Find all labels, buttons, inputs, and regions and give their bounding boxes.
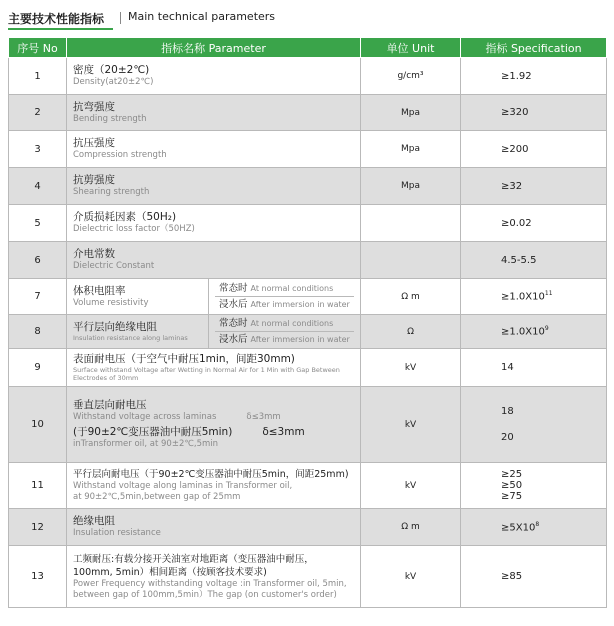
param-en2: between gap of 100mm,5min）The gap (on customer's order) (73, 589, 337, 600)
param-zh2-line (73, 426, 354, 439)
condition-normal (215, 281, 354, 297)
title-separator (120, 12, 121, 24)
condition-immersion (215, 332, 354, 347)
row-spec: ≥1.92 (461, 58, 607, 95)
condition-immersion-zh: 浸水后 (219, 299, 248, 310)
param-en2: inTransformer oil, at 90±2℃,5min (73, 439, 219, 449)
row-spec (461, 509, 607, 546)
param-en: Compression strength (73, 150, 167, 160)
col-header-no: 序号 No (9, 38, 67, 58)
row-parameter (67, 387, 361, 463)
spec-value: 18 (501, 405, 514, 417)
condition-normal-en: At normal conditions (250, 284, 334, 293)
row-parameter (67, 509, 361, 546)
param-zh: 抗压强度 (73, 137, 115, 149)
param-zh: 平行层向耐电压（于90±2℃变压器油中耐压5min，间距25mm) (73, 469, 349, 480)
row-parameter (67, 95, 361, 131)
parameter-table (8, 37, 607, 608)
param-en: Withstand voltage along laminas in Transformer oil, (73, 481, 293, 491)
row-no: 2 (9, 95, 67, 131)
row-spec: ≥32 (461, 168, 607, 205)
row-spec: ≥320 (461, 95, 607, 131)
row-spec: ≥0.02 (461, 205, 607, 242)
row-no: 6 (9, 242, 67, 279)
row-parameter (67, 168, 361, 205)
param-zh: 密度（20±2℃) (73, 64, 150, 76)
row-parameter (67, 546, 361, 608)
row-no: 13 (9, 546, 67, 608)
row-spec: ≥200 (461, 131, 607, 168)
table-row (9, 463, 607, 509)
row-spec: 14 (461, 349, 607, 387)
param-en2: at 90±2℃,5min,between gap of 25mm (73, 492, 241, 502)
param-en: Surface withstand Voltage after Wetting in Normal Air for 1 Min with Gap Between Electrodes of 30mm (73, 366, 340, 382)
condition-immersion-en: After immersion in water (250, 335, 350, 344)
row-spec (461, 279, 607, 315)
spec-value: ≥5X10 (501, 522, 536, 534)
col-header-parameter: 指标名称 Parameter (67, 38, 361, 58)
table-row (9, 168, 607, 205)
param-en: Insulation resistance along laminas (73, 334, 188, 342)
row-parameter (67, 58, 361, 95)
param-gap-zh: δ≤3mm (262, 426, 305, 438)
row-no: 10 (9, 387, 67, 463)
row-unit: kV (361, 546, 461, 608)
row-no: 12 (9, 509, 67, 546)
section-title-zh: 主要技术性能指标 (8, 12, 105, 26)
param-en: Density(at20±2℃) (73, 77, 154, 87)
row-no: 1 (9, 58, 67, 95)
row-no: 4 (9, 168, 67, 205)
row-spec: ≥85 (461, 546, 607, 608)
spec-exponent: 8 (535, 520, 540, 528)
row-spec (461, 463, 607, 509)
condition-immersion (215, 297, 354, 312)
table-row (9, 242, 607, 279)
param-en: Withstand voltage across laminas (73, 412, 217, 422)
table-header-row (9, 38, 607, 58)
row-unit: kV (361, 349, 461, 387)
param-gap-en: δ≤3mm (246, 412, 281, 422)
spec-value-2: 20 (501, 431, 514, 443)
condition-immersion-zh: 浸水后 (219, 334, 248, 345)
row-unit: kV (361, 463, 461, 509)
spec-value: ≥25 (501, 469, 523, 480)
condition-normal (215, 316, 354, 332)
param-en: Power Frequency withstanding voltage :in Transformer oil, 5min, (73, 578, 347, 589)
row-spec (461, 315, 607, 349)
row-unit: kV (361, 387, 461, 463)
row-conditions (209, 315, 361, 349)
title-underline (8, 28, 113, 30)
param-en: Bending strength (73, 113, 147, 124)
param-zh: 介质损耗因素（50H₂) (73, 211, 177, 223)
param-zh2: (于90±2℃变压器油中耐压5min) (73, 426, 233, 438)
param-zh: 表面耐电压（于空气中耐压1min，间距30mm) (73, 353, 295, 365)
row-unit (361, 205, 461, 242)
param-en: Insulation resistance (73, 528, 161, 538)
row-unit: Ω m (361, 279, 461, 315)
param-zh: 抗弯强度 (73, 100, 115, 113)
param-zh: 抗剪强度 (73, 174, 115, 186)
spec-exponent: 11 (544, 290, 553, 298)
row-unit: Mpa (361, 95, 461, 131)
param-en: Dielectric Constant (73, 261, 155, 271)
col-header-unit: 单位 Unit (361, 38, 461, 58)
param-zh: 工频耐压:有载分接开关油室对地距离（变压器油中耐压， (73, 553, 314, 565)
section-title-en: Main technical parameters (128, 10, 276, 23)
row-no: 7 (9, 279, 67, 315)
row-unit: Mpa (361, 131, 461, 168)
row-no: 3 (9, 131, 67, 168)
row-no: 8 (9, 315, 67, 349)
row-parameter (67, 463, 361, 509)
condition-normal-zh: 常态时 (219, 318, 248, 329)
table-row (9, 95, 607, 131)
row-parameter (67, 242, 361, 279)
table-row (9, 387, 607, 463)
row-no: 11 (9, 463, 67, 509)
condition-normal-zh: 常态时 (219, 283, 248, 294)
spec-exponent: 9 (544, 325, 549, 333)
table-row (9, 546, 607, 608)
param-zh: 绝缘电阻 (73, 515, 115, 527)
table-row (9, 205, 607, 242)
spec-value: ≥1.0X10 (501, 326, 545, 338)
row-parameter (67, 349, 361, 387)
spec-value-3: ≥75 (501, 491, 523, 502)
table-row (9, 279, 607, 315)
param-zh: 垂直层向耐电压 (73, 399, 147, 411)
spec-value: ≥1.0X10 (501, 291, 545, 303)
row-conditions (209, 279, 361, 315)
row-parameter (67, 315, 209, 349)
param-en-line (73, 412, 354, 423)
row-unit: g/cm³ (361, 58, 461, 95)
param-zh: 平行层向绝缘电阻 (73, 321, 157, 333)
table-row (9, 58, 607, 95)
param-zh: 体积电阻率 (73, 284, 126, 297)
param-en: Dielectric loss factor（50HZ) (73, 224, 195, 234)
param-zh: 介电常数 (73, 248, 115, 260)
table-row (9, 509, 607, 546)
spec-value-2: ≥50 (501, 480, 523, 491)
table-row (9, 131, 607, 168)
condition-normal-en: At normal conditions (250, 319, 334, 328)
row-unit: Mpa (361, 168, 461, 205)
row-no: 9 (9, 349, 67, 387)
row-spec: 4.5-5.5 (461, 242, 607, 279)
param-zh2: 100mm, 5min）相间距离（按顾客技术要求) (73, 566, 267, 578)
row-unit: Ω m (361, 509, 461, 546)
row-no: 5 (9, 205, 67, 242)
row-unit (361, 242, 461, 279)
col-header-spec: 指标 Specification (461, 38, 607, 58)
section-header (8, 8, 606, 28)
table-row (9, 315, 607, 349)
table-row (9, 349, 607, 387)
param-en: Volume resistivity (73, 297, 149, 308)
condition-immersion-en: After immersion in water (250, 300, 350, 309)
row-parameter (67, 131, 361, 168)
row-unit: Ω (361, 315, 461, 349)
row-spec (461, 387, 607, 463)
param-en: Shearing strength (73, 187, 150, 197)
row-parameter (67, 279, 209, 315)
row-parameter (67, 205, 361, 242)
